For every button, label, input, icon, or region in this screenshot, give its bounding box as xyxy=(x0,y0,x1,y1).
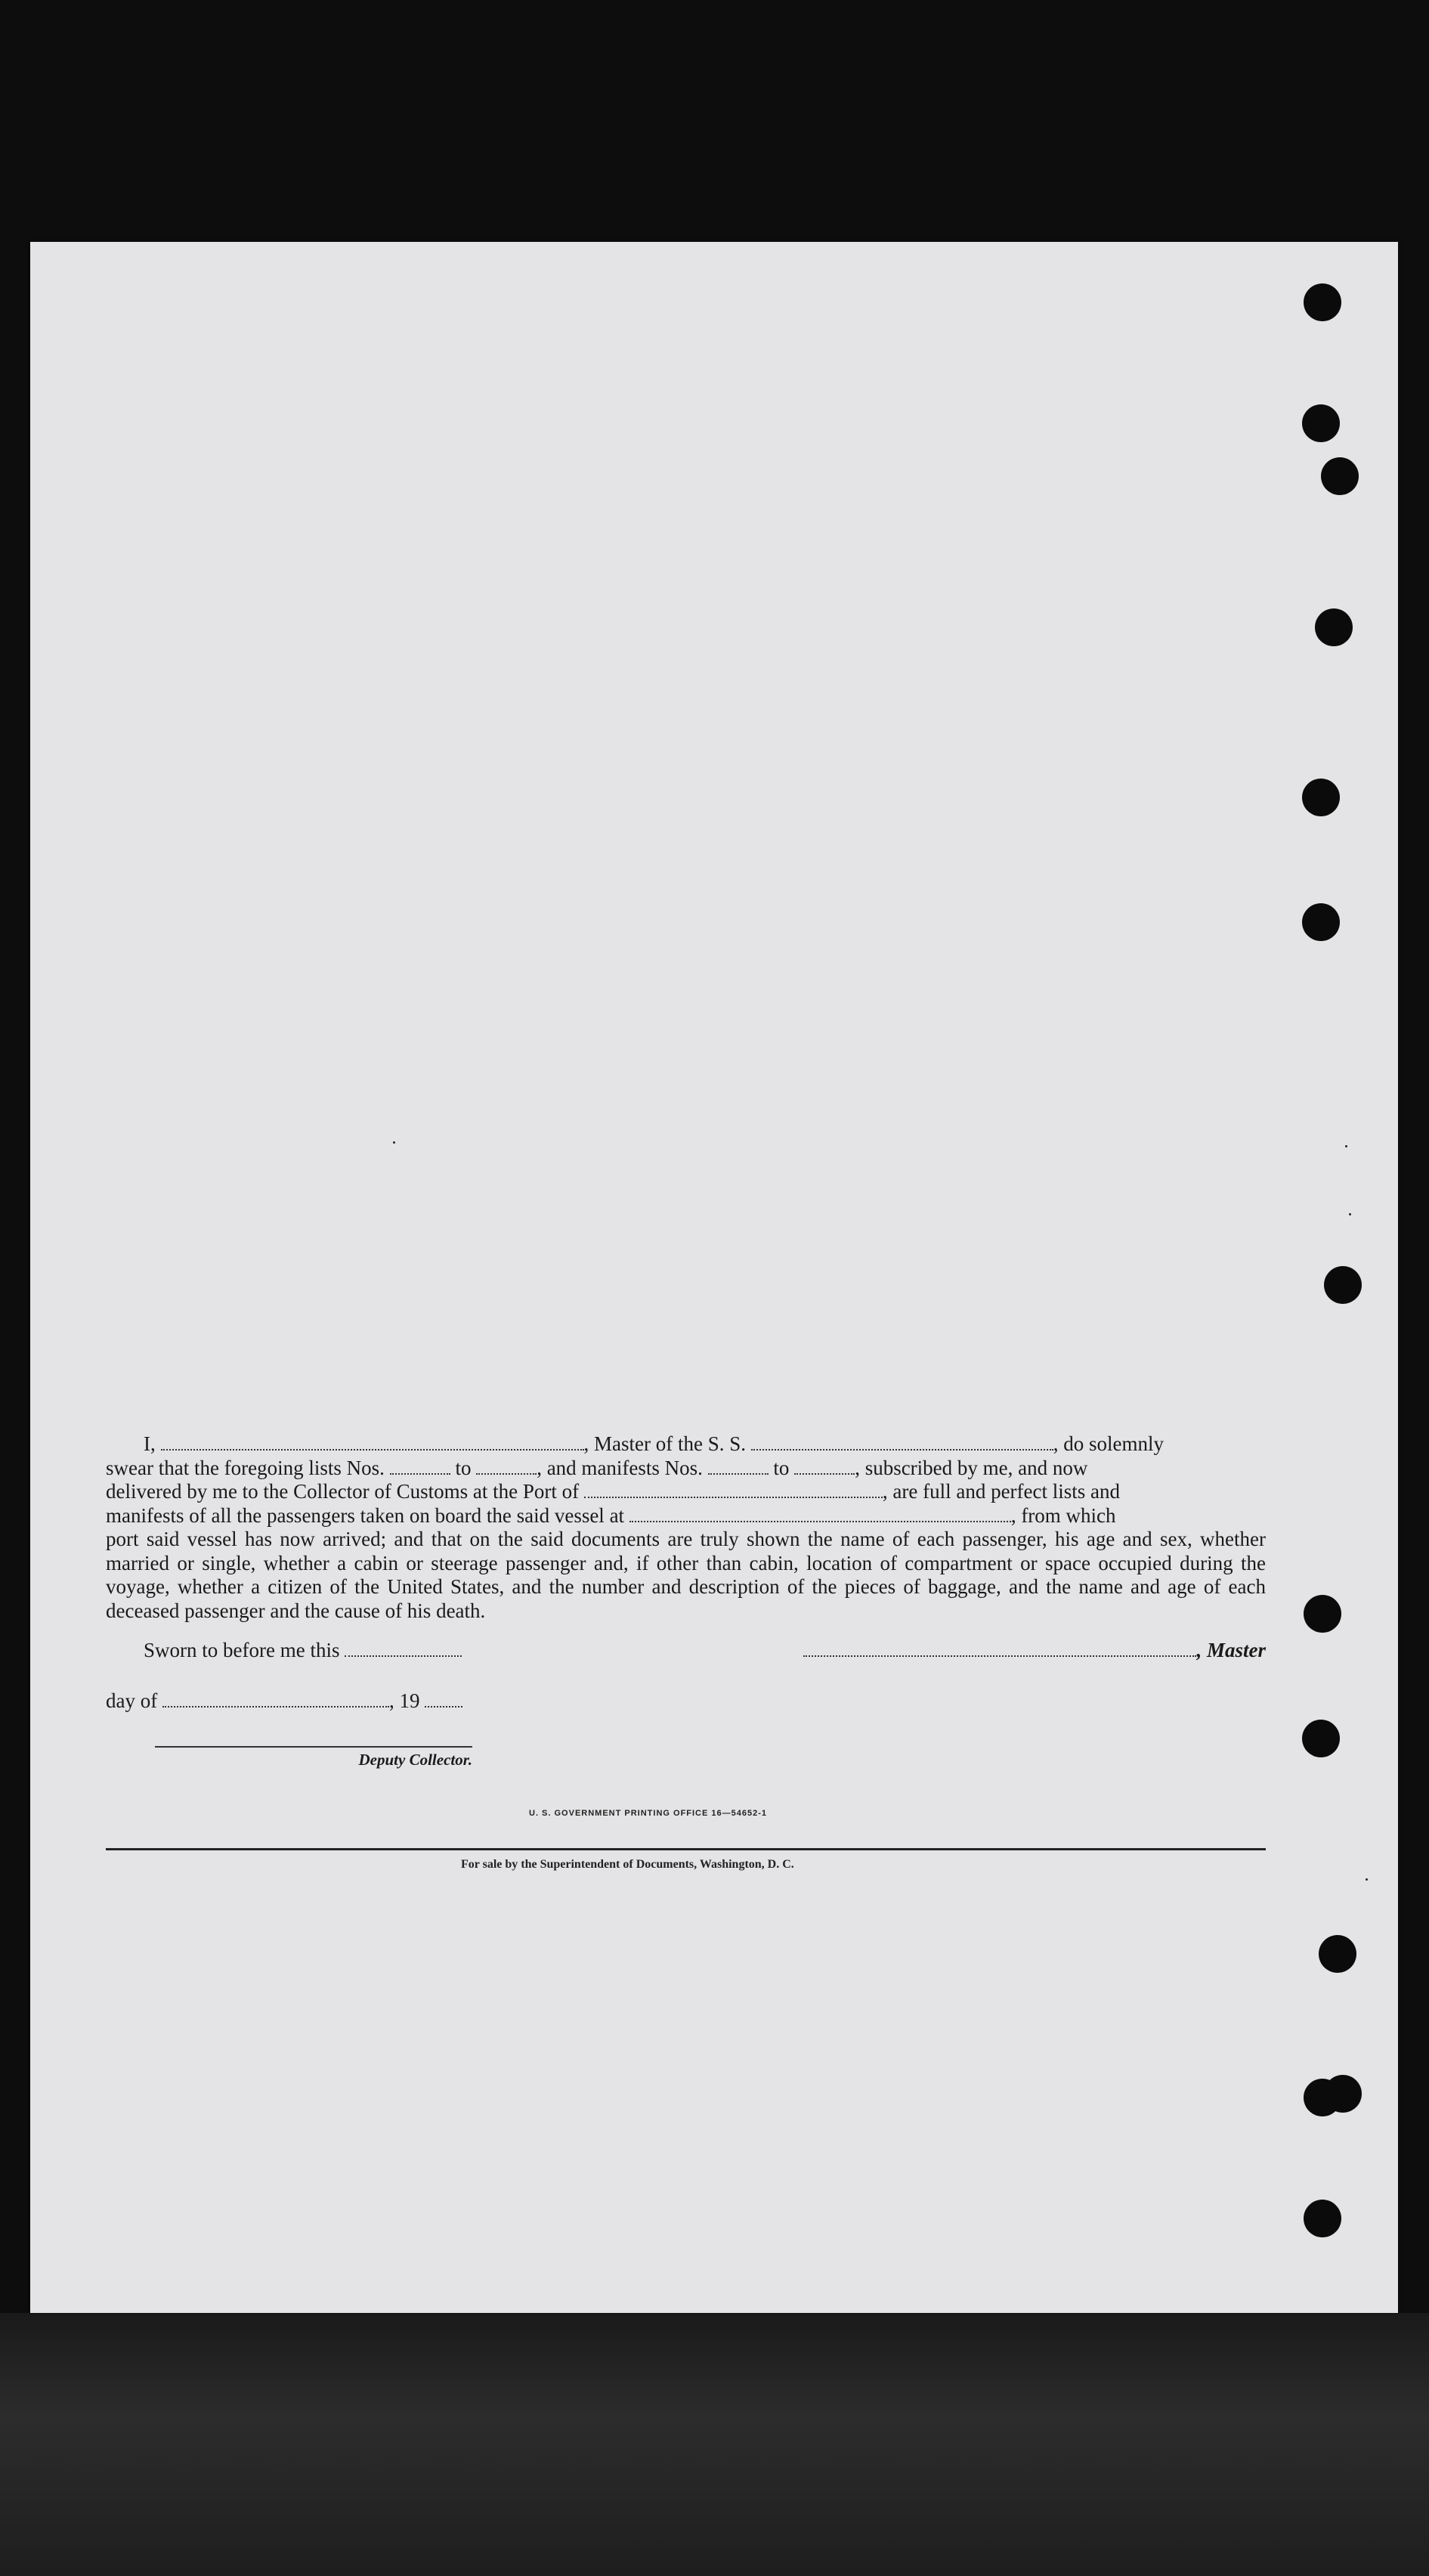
scan-speck xyxy=(1349,1213,1351,1215)
oath-text: , are full and perfect lists and xyxy=(882,1480,1121,1503)
year-field[interactable] xyxy=(425,1691,462,1708)
deputy-collector-signature xyxy=(155,1746,472,1769)
punch-hole-icon xyxy=(1302,903,1340,941)
oath-text: , Master of the S. S. xyxy=(583,1432,746,1455)
list-to-field[interactable] xyxy=(476,1458,537,1475)
year-label: , 19 xyxy=(388,1689,420,1712)
punch-hole-icon xyxy=(1304,1595,1341,1633)
oath-text: , from which xyxy=(1010,1503,1116,1527)
oath-text: swear that the foregoing lists Nos. xyxy=(106,1456,385,1479)
oath-body-text: port said vessel has now arrived; and that on the said documents are truly shown the name of each passenger, his age and sex, whether married or single, whether a cabin or steerage passenger and, if other than cabin, location of compartment or space occupied during the voyage, whether a citizen of the United States, and the number and description of the pieces of baggage, and the name and age of each deceased passenger and the cause of his death. xyxy=(106,1528,1266,1622)
scan-speck xyxy=(393,1141,395,1144)
punch-hole-icon xyxy=(1304,2200,1341,2237)
ship-name-field[interactable] xyxy=(751,1434,1053,1451)
scan-speck xyxy=(1366,1878,1368,1881)
punch-hole-icon xyxy=(1315,608,1353,646)
month-field[interactable] xyxy=(162,1691,389,1708)
oath-paragraph xyxy=(106,1432,1266,1623)
punch-hole-icon xyxy=(1304,283,1341,321)
oath-text: to xyxy=(773,1456,790,1479)
day-row xyxy=(106,1689,462,1713)
list-from-field[interactable] xyxy=(390,1458,450,1475)
oath-text: to xyxy=(455,1456,472,1479)
oath-text: I, xyxy=(144,1432,156,1455)
scan-speck xyxy=(1345,1145,1347,1147)
document-page xyxy=(30,242,1398,2313)
scan-background xyxy=(0,2313,1429,2576)
punch-hole-icon xyxy=(1302,1720,1340,1757)
oath-text: delivered by me to the Collector of Customs at the Port of xyxy=(106,1480,580,1503)
sworn-date-field[interactable] xyxy=(345,1640,462,1657)
oath-text: , and manifests Nos. xyxy=(537,1456,703,1479)
sworn-row xyxy=(106,1639,1266,1669)
sworn-label: Sworn to before me this xyxy=(144,1639,340,1661)
oath-text: , do solemnly xyxy=(1053,1432,1164,1455)
day-label: day of xyxy=(106,1689,158,1712)
punch-hole-icon xyxy=(1302,404,1340,442)
manifest-from-field[interactable] xyxy=(708,1458,769,1475)
oath-text: , subscribed by me, and now xyxy=(855,1456,1088,1479)
gpo-imprint: U. S. GOVERNMENT PRINTING OFFICE 16—54652-1 xyxy=(529,1809,768,1818)
departure-port-field[interactable] xyxy=(629,1506,1011,1522)
punch-hole-icon xyxy=(1302,779,1340,816)
oath-text: manifests of all the passengers taken on board the said vessel at xyxy=(106,1503,625,1527)
master-name-field[interactable] xyxy=(161,1434,584,1451)
manifest-to-field[interactable] xyxy=(794,1458,855,1475)
sale-notice: For sale by the Superintendent of Documents, Washington, D. C. xyxy=(461,1858,794,1871)
port-field[interactable] xyxy=(584,1482,883,1498)
deputy-collector-label: Deputy Collector. xyxy=(358,1751,472,1769)
footer-rule xyxy=(106,1848,1266,1850)
punch-hole-icon xyxy=(1321,457,1359,495)
punch-hole-icon xyxy=(1324,1266,1362,1304)
master-signature-field[interactable] xyxy=(803,1640,1196,1657)
punch-hole-icon xyxy=(1324,2075,1362,2113)
punch-hole-icon xyxy=(1319,1935,1356,1973)
master-label: , Master xyxy=(1196,1639,1266,1661)
